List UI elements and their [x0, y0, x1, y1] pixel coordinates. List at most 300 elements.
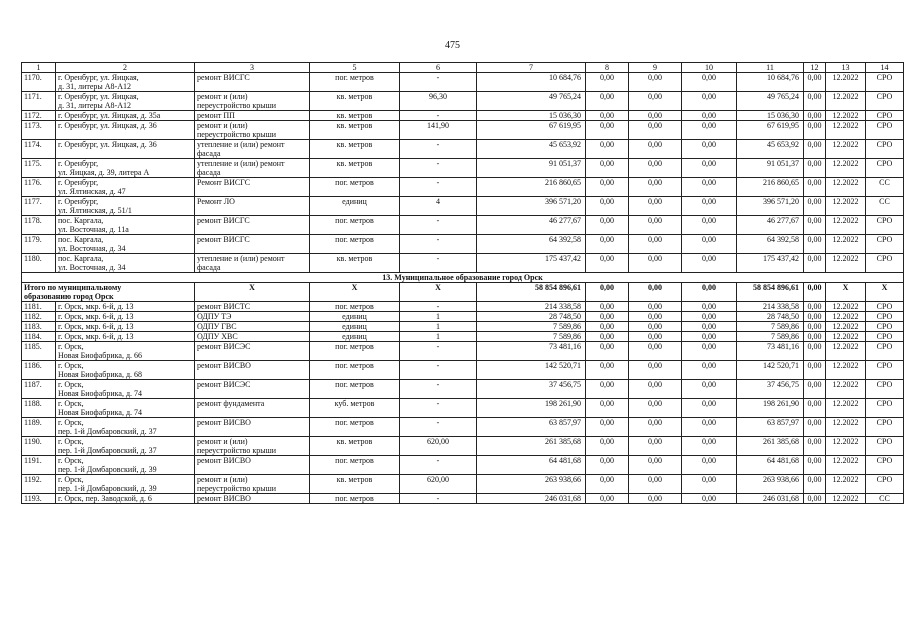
fund-method-cell: СРО	[866, 302, 904, 312]
row-number: 1180.	[22, 254, 56, 273]
fund-method-cell: СРО	[866, 92, 904, 111]
other-funds-cell: 0,00	[804, 342, 826, 361]
regional-budget-cell: 0,00	[629, 456, 682, 475]
fund-cell: 0,00	[586, 92, 629, 111]
owners-funds-cell: 263 938,66	[737, 475, 804, 494]
column-number-row	[22, 63, 904, 73]
table-row	[22, 73, 904, 92]
address-cell	[56, 302, 195, 312]
row-number: 1177.	[22, 197, 56, 216]
total-cost-cell: 175 437,42	[477, 254, 586, 273]
deadline-cell: 12.2022	[826, 140, 866, 159]
regional-budget-cell: 0,00	[629, 235, 682, 254]
other-funds-cell: 0,00	[804, 235, 826, 254]
regional-budget-cell: 0,00	[629, 361, 682, 380]
table-row	[22, 254, 904, 273]
fund-method-cell: СРО	[866, 235, 904, 254]
work-type-cell	[195, 475, 310, 494]
table-row	[22, 140, 904, 159]
quantity-cell: -	[400, 302, 477, 312]
total-cost-cell: 28 748,50	[477, 312, 586, 322]
unit-cell: кв. метров	[310, 437, 400, 456]
unit-cell: пог. метров	[310, 418, 400, 437]
row-number: 1192.	[22, 475, 56, 494]
work-type-cell	[195, 380, 310, 399]
owners-funds-cell: 45 653,92	[737, 140, 804, 159]
total-cost-cell: 216 860,65	[477, 178, 586, 197]
total-c12-cell: 0,00	[804, 283, 826, 302]
unit-cell: пог. метров	[310, 456, 400, 475]
deadline-cell: 12.2022	[826, 437, 866, 456]
total-cost-cell: 15 036,30	[477, 111, 586, 121]
work-type-cell	[195, 73, 310, 92]
work-type-cell-line: ремонт ВИСВО	[197, 418, 251, 427]
row-number: 1189.	[22, 418, 56, 437]
local-budget-cell: 0,00	[682, 332, 737, 342]
total-c7-cell: 58 854 896,61	[477, 283, 586, 302]
deadline-cell: 12.2022	[826, 494, 866, 504]
work-type-cell	[195, 121, 310, 140]
address-cell-line: Новая Биофабрика, д. 68	[58, 370, 143, 379]
other-funds-cell: 0,00	[804, 418, 826, 437]
deadline-cell: 12.2022	[826, 216, 866, 235]
other-funds-cell: 0,00	[804, 475, 826, 494]
deadline-cell: 12.2022	[826, 399, 866, 418]
total-cost-cell: 64 481,68	[477, 456, 586, 475]
fund-cell: 0,00	[586, 302, 629, 312]
total-cost-cell: 91 051,37	[477, 159, 586, 178]
row-number: 1182.	[22, 312, 56, 322]
table-row	[22, 178, 904, 197]
unit-cell: кв. метров	[310, 475, 400, 494]
local-budget-cell: 0,00	[682, 254, 737, 273]
address-cell-line: г. Оренбург,	[58, 178, 99, 187]
work-type-cell	[195, 456, 310, 475]
fund-cell: 0,00	[586, 73, 629, 92]
work-type-cell-line: фасада	[197, 263, 221, 272]
work-type-cell	[195, 197, 310, 216]
work-type-cell	[195, 216, 310, 235]
fund-method-cell: СРО	[866, 456, 904, 475]
address-cell-line: г. Оренбург, ул. Яицкая,	[58, 73, 139, 82]
other-funds-cell: 0,00	[804, 332, 826, 342]
total-cost-cell: 214 338,58	[477, 302, 586, 312]
address-cell-line: г. Оренбург, ул. Яицкая, д. 36	[58, 121, 157, 130]
fund-method-cell: СРО	[866, 254, 904, 273]
total-c9-cell: 0,00	[629, 283, 682, 302]
fund-cell: 0,00	[586, 494, 629, 504]
address-cell-line: г. Орск, мкр. 6-й, д. 13	[58, 312, 134, 321]
table-row	[22, 322, 904, 332]
unit-cell: кв. метров	[310, 159, 400, 178]
address-cell-line: г. Оренбург,	[58, 197, 99, 206]
address-cell	[56, 332, 195, 342]
work-type-cell	[195, 159, 310, 178]
fund-method-cell: СРО	[866, 418, 904, 437]
address-cell	[56, 399, 195, 418]
deadline-cell: 12.2022	[826, 159, 866, 178]
other-funds-cell: 0,00	[804, 178, 826, 197]
owners-funds-cell: 37 456,75	[737, 380, 804, 399]
address-cell-line: г. Орск, мкр. 6-й, д. 13	[58, 302, 134, 311]
local-budget-cell: 0,00	[682, 361, 737, 380]
unit-cell: единиц	[310, 312, 400, 322]
work-type-cell	[195, 437, 310, 456]
quantity-cell: -	[400, 380, 477, 399]
row-number: 1185.	[22, 342, 56, 361]
other-funds-cell: 0,00	[804, 322, 826, 332]
deadline-cell: 12.2022	[826, 322, 866, 332]
regional-budget-cell: 0,00	[629, 121, 682, 140]
quantity-cell: -	[400, 361, 477, 380]
quantity-cell: -	[400, 73, 477, 92]
other-funds-cell: 0,00	[804, 456, 826, 475]
work-type-cell	[195, 92, 310, 111]
work-type-cell	[195, 302, 310, 312]
total-cost-cell: 67 619,95	[477, 121, 586, 140]
local-budget-cell: 0,00	[682, 178, 737, 197]
address-cell-line: пер. 1-й Домбаровский, д. 39	[58, 484, 157, 493]
address-cell-line: пер. 1-й Домбаровский, д. 39	[58, 465, 157, 474]
owners-funds-cell: 64 392,58	[737, 235, 804, 254]
column-number: 13	[826, 63, 866, 73]
row-number: 1176.	[22, 178, 56, 197]
fund-method-cell: СРО	[866, 361, 904, 380]
work-type-cell	[195, 399, 310, 418]
total-cost-cell: 396 571,20	[477, 197, 586, 216]
other-funds-cell: 0,00	[804, 197, 826, 216]
owners-funds-cell: 214 338,58	[737, 302, 804, 312]
address-cell	[56, 159, 195, 178]
table-row	[22, 475, 904, 494]
local-budget-cell: 0,00	[682, 197, 737, 216]
deadline-cell: 12.2022	[826, 342, 866, 361]
fund-method-cell: СС	[866, 494, 904, 504]
work-type-cell-line: ремонт ВИСГС	[197, 235, 250, 244]
deadline-cell: 12.2022	[826, 178, 866, 197]
owners-funds-cell: 396 571,20	[737, 197, 804, 216]
column-number: 9	[629, 63, 682, 73]
local-budget-cell: 0,00	[682, 235, 737, 254]
fund-cell: 0,00	[586, 197, 629, 216]
work-type-cell-line: переустройство крыши	[197, 446, 277, 455]
table-row	[22, 399, 904, 418]
work-type-cell-line: ОДПУ ТЭ	[197, 312, 232, 321]
local-budget-cell: 0,00	[682, 399, 737, 418]
local-budget-cell: 0,00	[682, 140, 737, 159]
regional-budget-cell: 0,00	[629, 197, 682, 216]
row-number: 1173.	[22, 121, 56, 140]
table-row	[22, 92, 904, 111]
total-c3-cell: X	[195, 283, 310, 302]
address-cell	[56, 322, 195, 332]
local-budget-cell: 0,00	[682, 418, 737, 437]
unit-cell: единиц	[310, 322, 400, 332]
other-funds-cell: 0,00	[804, 399, 826, 418]
total-label-line: образованию город Орск	[24, 292, 114, 301]
address-cell-line: ул. Ялтинская, д. 47	[58, 187, 126, 196]
work-type-cell-line: ремонт ПП	[197, 111, 235, 120]
address-cell	[56, 73, 195, 92]
total-cost-cell: 63 857,97	[477, 418, 586, 437]
fund-method-cell: СРО	[866, 140, 904, 159]
address-cell	[56, 235, 195, 254]
column-number: 11	[737, 63, 804, 73]
unit-cell: кв. метров	[310, 111, 400, 121]
work-type-cell-line: утепление и (или) ремонт	[197, 254, 285, 263]
address-cell-line: Новая Биофабрика, д. 74	[58, 389, 143, 398]
quantity-cell: -	[400, 342, 477, 361]
row-number: 1183.	[22, 322, 56, 332]
local-budget-cell: 0,00	[682, 159, 737, 178]
work-type-cell-line: ремонт и (или)	[197, 92, 248, 101]
unit-cell: пог. метров	[310, 361, 400, 380]
work-type-cell-line: Ремонт ЛО	[197, 197, 235, 206]
regional-budget-cell: 0,00	[629, 254, 682, 273]
local-budget-cell: 0,00	[682, 475, 737, 494]
total-cost-cell: 10 684,76	[477, 73, 586, 92]
quantity-cell: -	[400, 235, 477, 254]
address-cell	[56, 437, 195, 456]
fund-cell: 0,00	[586, 332, 629, 342]
fund-cell: 0,00	[586, 475, 629, 494]
total-c6-cell: X	[400, 283, 477, 302]
unit-cell: пог. метров	[310, 302, 400, 312]
regional-budget-cell: 0,00	[629, 73, 682, 92]
other-funds-cell: 0,00	[804, 302, 826, 312]
address-cell-line: г. Орск,	[58, 475, 84, 484]
address-cell-line: ул. Восточная, д. 34	[58, 244, 126, 253]
work-type-cell	[195, 322, 310, 332]
regional-budget-cell: 0,00	[629, 342, 682, 361]
row-number: 1170.	[22, 73, 56, 92]
regional-budget-cell: 0,00	[629, 437, 682, 456]
fund-cell: 0,00	[586, 235, 629, 254]
unit-cell: пог. метров	[310, 178, 400, 197]
row-number: 1181.	[22, 302, 56, 312]
table-row	[22, 361, 904, 380]
work-type-cell-line: утепление и (или) ремонт	[197, 140, 285, 149]
work-type-cell	[195, 361, 310, 380]
table-row	[22, 418, 904, 437]
deadline-cell: 12.2022	[826, 73, 866, 92]
row-number: 1184.	[22, 332, 56, 342]
regional-budget-cell: 0,00	[629, 332, 682, 342]
address-cell	[56, 216, 195, 235]
unit-cell: пог. метров	[310, 216, 400, 235]
quantity-cell: 4	[400, 197, 477, 216]
owners-funds-cell: 67 619,95	[737, 121, 804, 140]
regional-budget-cell: 0,00	[629, 159, 682, 178]
deadline-cell: 12.2022	[826, 312, 866, 322]
deadline-cell: 12.2022	[826, 121, 866, 140]
fund-method-cell: СРО	[866, 342, 904, 361]
address-cell	[56, 418, 195, 437]
total-c14-cell: X	[866, 283, 904, 302]
work-type-cell-line: утепление и (или) ремонт	[197, 159, 285, 168]
other-funds-cell: 0,00	[804, 159, 826, 178]
quantity-cell: 141,90	[400, 121, 477, 140]
table-row	[22, 380, 904, 399]
table-row	[22, 302, 904, 312]
quantity-cell: -	[400, 399, 477, 418]
work-type-cell-line: ОДПУ ХВС	[197, 332, 238, 341]
table-row	[22, 494, 904, 504]
other-funds-cell: 0,00	[804, 437, 826, 456]
work-type-cell	[195, 178, 310, 197]
table-row	[22, 456, 904, 475]
address-cell-line: г. Орск,	[58, 456, 84, 465]
deadline-cell: 12.2022	[826, 92, 866, 111]
owners-funds-cell: 91 051,37	[737, 159, 804, 178]
address-cell	[56, 475, 195, 494]
address-cell-line: г. Орск, пер. Заводской, д. 6	[58, 494, 152, 503]
deadline-cell: 12.2022	[826, 418, 866, 437]
owners-funds-cell: 198 261,90	[737, 399, 804, 418]
row-number: 1188.	[22, 399, 56, 418]
row-number: 1179.	[22, 235, 56, 254]
other-funds-cell: 0,00	[804, 380, 826, 399]
local-budget-cell: 0,00	[682, 216, 737, 235]
quantity-cell: -	[400, 418, 477, 437]
work-type-cell-line: ремонт ВИСВО	[197, 456, 251, 465]
total-label	[22, 283, 195, 302]
column-number: 5	[310, 63, 400, 73]
address-cell-line: пер. 1-й Домбаровский, д. 37	[58, 427, 157, 436]
address-cell-line: г. Орск, мкр. 6-й, д. 13	[58, 322, 134, 331]
work-type-cell	[195, 494, 310, 504]
local-budget-cell: 0,00	[682, 302, 737, 312]
deadline-cell: 12.2022	[826, 302, 866, 312]
other-funds-cell: 0,00	[804, 121, 826, 140]
other-funds-cell: 0,00	[804, 140, 826, 159]
regional-budget-cell: 0,00	[629, 322, 682, 332]
row-number: 1186.	[22, 361, 56, 380]
fund-cell: 0,00	[586, 111, 629, 121]
address-cell-line: Новая Биофабрика, д. 66	[58, 351, 143, 360]
other-funds-cell: 0,00	[804, 111, 826, 121]
work-type-cell	[195, 111, 310, 121]
address-cell-line: пос. Каргала,	[58, 235, 104, 244]
work-type-cell	[195, 140, 310, 159]
address-cell	[56, 342, 195, 361]
quantity-cell: 620,00	[400, 475, 477, 494]
address-cell-line: г. Оренбург, ул. Яицкая, д. 36	[58, 140, 157, 149]
unit-cell: куб. метров	[310, 399, 400, 418]
total-cost-cell: 73 481,16	[477, 342, 586, 361]
total-cost-cell: 261 385,68	[477, 437, 586, 456]
fund-method-cell: СРО	[866, 399, 904, 418]
unit-cell: пог. метров	[310, 73, 400, 92]
row-number: 1171.	[22, 92, 56, 111]
work-type-cell-line: ОДПУ ГВС	[197, 322, 237, 331]
fund-cell: 0,00	[586, 399, 629, 418]
fund-cell: 0,00	[586, 178, 629, 197]
address-cell-line: ул. Яицкая, д. 39, литера А	[58, 168, 150, 177]
total-c11-cell: 58 854 896,61	[737, 283, 804, 302]
quantity-cell: 620,00	[400, 437, 477, 456]
work-type-cell-line: ремонт ВИСЭС	[197, 342, 251, 351]
quantity-cell: -	[400, 456, 477, 475]
fund-method-cell: СРО	[866, 121, 904, 140]
table-row	[22, 216, 904, 235]
address-cell-line: г. Орск,	[58, 380, 84, 389]
owners-funds-cell: 64 481,68	[737, 456, 804, 475]
table-row	[22, 437, 904, 456]
column-number: 1	[22, 63, 56, 73]
work-type-cell	[195, 312, 310, 322]
row-number: 1191.	[22, 456, 56, 475]
table-row	[22, 332, 904, 342]
fund-cell: 0,00	[586, 312, 629, 322]
address-cell-line: ул. Ялтинская, д. 51/1	[58, 206, 132, 215]
work-type-cell-line: ремонт ВИСГС	[197, 216, 250, 225]
fund-cell: 0,00	[586, 418, 629, 437]
deadline-cell: 12.2022	[826, 332, 866, 342]
quantity-cell: 1	[400, 312, 477, 322]
table-row	[22, 111, 904, 121]
local-budget-cell: 0,00	[682, 92, 737, 111]
total-cost-cell: 142 520,71	[477, 361, 586, 380]
address-cell-line: пос. Каргала,	[58, 254, 104, 263]
fund-method-cell: СРО	[866, 380, 904, 399]
unit-cell: кв. метров	[310, 121, 400, 140]
address-cell	[56, 92, 195, 111]
address-cell-line: г. Орск,	[58, 418, 84, 427]
address-cell	[56, 456, 195, 475]
unit-cell: кв. метров	[310, 254, 400, 273]
total-cost-cell: 46 277,67	[477, 216, 586, 235]
work-type-cell-line: переустройство крыши	[197, 484, 277, 493]
other-funds-cell: 0,00	[804, 73, 826, 92]
fund-method-cell: СРО	[866, 475, 904, 494]
regional-budget-cell: 0,00	[629, 418, 682, 437]
unit-cell: единиц	[310, 332, 400, 342]
local-budget-cell: 0,00	[682, 342, 737, 361]
column-number: 14	[866, 63, 904, 73]
quantity-cell: -	[400, 254, 477, 273]
column-number: 10	[682, 63, 737, 73]
total-cost-cell: 7 589,86	[477, 332, 586, 342]
address-cell-line: г. Орск,	[58, 361, 84, 370]
local-budget-cell: 0,00	[682, 437, 737, 456]
row-number: 1172.	[22, 111, 56, 121]
work-type-cell	[195, 235, 310, 254]
address-cell-line: д. 31, литеры А8-А12	[58, 82, 131, 91]
page-number: 475	[445, 40, 460, 51]
total-c13-cell: X	[826, 283, 866, 302]
fund-cell: 0,00	[586, 121, 629, 140]
regional-budget-cell: 0,00	[629, 399, 682, 418]
total-cost-cell: 198 261,90	[477, 399, 586, 418]
total-cost-cell: 45 653,92	[477, 140, 586, 159]
address-cell-line: г. Орск, мкр. 6-й, д. 13	[58, 332, 134, 341]
row-number: 1175.	[22, 159, 56, 178]
owners-funds-cell: 7 589,86	[737, 322, 804, 332]
total-cost-cell: 7 589,86	[477, 322, 586, 332]
fund-method-cell: СРО	[866, 216, 904, 235]
quantity-cell: 96,30	[400, 92, 477, 111]
total-cost-cell: 37 456,75	[477, 380, 586, 399]
fund-cell: 0,00	[586, 361, 629, 380]
fund-method-cell: СРО	[866, 322, 904, 332]
owners-funds-cell: 28 748,50	[737, 312, 804, 322]
work-type-cell	[195, 342, 310, 361]
work-type-cell-line: ремонт ВИСВО	[197, 494, 251, 503]
owners-funds-cell: 46 277,67	[737, 216, 804, 235]
work-type-cell-line: ремонт ВИСЭС	[197, 380, 251, 389]
owners-funds-cell: 15 036,30	[737, 111, 804, 121]
